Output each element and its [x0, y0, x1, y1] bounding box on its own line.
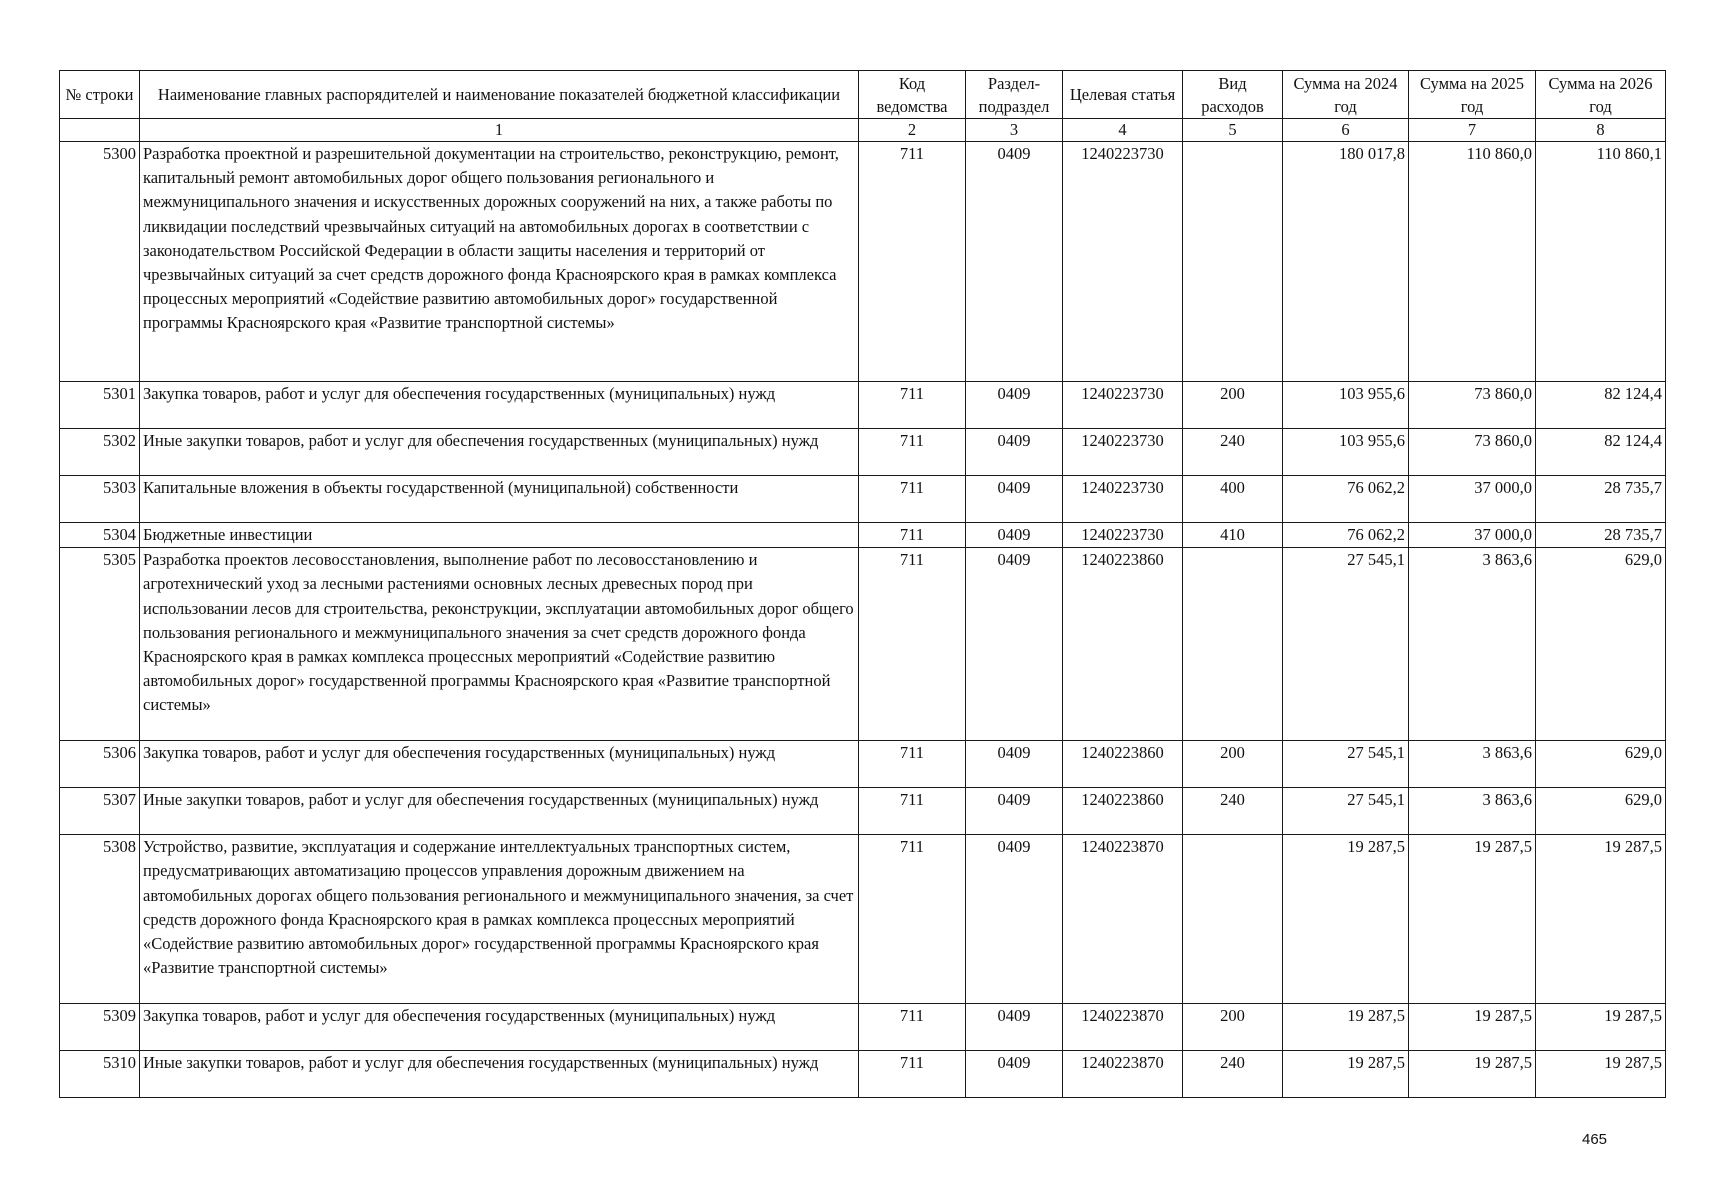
- row-dept-code: 711: [859, 788, 966, 835]
- row-sum-2026: 82 124,4: [1536, 429, 1666, 476]
- column-number: 4: [1063, 119, 1183, 142]
- row-sum-2026: 28 735,7: [1536, 476, 1666, 523]
- table-row: [60, 523, 1666, 548]
- row-sum-2025: 73 860,0: [1409, 429, 1536, 476]
- row-target: 1240223730: [1063, 523, 1183, 548]
- column-number: 8: [1536, 119, 1666, 142]
- row-sum-2025: 19 287,5: [1409, 1051, 1536, 1098]
- row-sum-2026: 28 735,7: [1536, 523, 1666, 548]
- row-sum-2026: 629,0: [1536, 741, 1666, 788]
- row-name: Капитальные вложения в объекты государственной (муниципальной) собственности: [140, 476, 859, 523]
- row-kind: 410: [1183, 523, 1283, 548]
- row-sum-2026: 82 124,4: [1536, 382, 1666, 429]
- row-sum-2025: 3 863,6: [1409, 788, 1536, 835]
- row-number: 5310: [60, 1051, 140, 1098]
- header-sum-2025: Сумма на 2025 год: [1409, 71, 1536, 119]
- budget-table: [59, 70, 1666, 1098]
- row-number: 5305: [60, 548, 140, 741]
- row-target: 1240223730: [1063, 382, 1183, 429]
- row-number: 5306: [60, 741, 140, 788]
- row-sum-2025: 73 860,0: [1409, 382, 1536, 429]
- row-sum-2025: 19 287,5: [1409, 1004, 1536, 1051]
- row-dept-code: 711: [859, 429, 966, 476]
- column-number: 3: [966, 119, 1063, 142]
- row-sum-2024: 27 545,1: [1283, 741, 1409, 788]
- row-kind: 240: [1183, 429, 1283, 476]
- page-number: 465: [1582, 1131, 1608, 1148]
- row-kind: [1183, 835, 1283, 1004]
- row-name: Закупка товаров, работ и услуг для обеспечения государственных (муниципальных) нужд: [140, 382, 859, 429]
- row-name: Иные закупки товаров, работ и услуг для обеспечения государственных (муниципальных) нужд: [140, 429, 859, 476]
- row-kind: 240: [1183, 788, 1283, 835]
- row-sum-2025: 3 863,6: [1409, 741, 1536, 788]
- row-sum-2025: 37 000,0: [1409, 523, 1536, 548]
- row-section: 0409: [966, 788, 1063, 835]
- header-dept-code: Код ведомства: [859, 71, 966, 119]
- table-row: [60, 382, 1666, 429]
- header-sum-2024: Сумма на 2024 год: [1283, 71, 1409, 119]
- row-sum-2026: 110 860,1: [1536, 142, 1666, 382]
- row-sum-2026: 19 287,5: [1536, 835, 1666, 1004]
- table-row: [60, 741, 1666, 788]
- row-name: Закупка товаров, работ и услуг для обеспечения государственных (муниципальных) нужд: [140, 741, 859, 788]
- row-section: 0409: [966, 382, 1063, 429]
- table-row: [60, 835, 1666, 1004]
- row-sum-2026: 629,0: [1536, 788, 1666, 835]
- row-number: 5303: [60, 476, 140, 523]
- row-target: 1240223730: [1063, 429, 1183, 476]
- table-row: [60, 142, 1666, 382]
- column-number: 1: [140, 119, 859, 142]
- row-target: 1240223870: [1063, 1004, 1183, 1051]
- row-sum-2025: 19 287,5: [1409, 835, 1536, 1004]
- row-sum-2025: 3 863,6: [1409, 548, 1536, 741]
- row-number: 5304: [60, 523, 140, 548]
- row-kind: 200: [1183, 1004, 1283, 1051]
- row-dept-code: 711: [859, 476, 966, 523]
- row-target: 1240223860: [1063, 741, 1183, 788]
- row-section: 0409: [966, 476, 1063, 523]
- row-sum-2024: 103 955,6: [1283, 429, 1409, 476]
- header-target: Целевая статья: [1063, 71, 1183, 119]
- row-number: 5302: [60, 429, 140, 476]
- column-number: 6: [1283, 119, 1409, 142]
- row-section: 0409: [966, 523, 1063, 548]
- row-section: 0409: [966, 548, 1063, 741]
- row-number: 5301: [60, 382, 140, 429]
- row-sum-2024: 76 062,2: [1283, 476, 1409, 523]
- row-sum-2025: 110 860,0: [1409, 142, 1536, 382]
- row-dept-code: 711: [859, 548, 966, 741]
- row-section: 0409: [966, 741, 1063, 788]
- header-name: Наименование главных распорядителей и наименование показателей бюджетной классификации: [140, 71, 859, 119]
- row-sum-2024: 19 287,5: [1283, 835, 1409, 1004]
- row-name: Иные закупки товаров, работ и услуг для обеспечения государственных (муниципальных) нужд: [140, 1051, 859, 1098]
- row-sum-2024: 19 287,5: [1283, 1051, 1409, 1098]
- table-header: [60, 71, 1666, 142]
- row-dept-code: 711: [859, 382, 966, 429]
- row-section: 0409: [966, 835, 1063, 1004]
- row-dept-code: 711: [859, 523, 966, 548]
- row-dept-code: 711: [859, 835, 966, 1004]
- column-number: 2: [859, 119, 966, 142]
- row-kind: [1183, 142, 1283, 382]
- table-row: [60, 429, 1666, 476]
- row-name: Бюджетные инвестиции: [140, 523, 859, 548]
- row-target: 1240223870: [1063, 1051, 1183, 1098]
- row-name: Закупка товаров, работ и услуг для обеспечения государственных (муниципальных) нужд: [140, 1004, 859, 1051]
- table-body: [60, 142, 1666, 1098]
- row-name: Разработка проектной и разрешительной документации на строительство, реконструкцию, ремонт, капитальный ремонт автомобильных дорог общего пользования регионального и межмуниципального значения и искусственных дорожных сооружений на них, а также работы по ликвидации последствий чрезвычайных ситуаций на автомобильных дорогах в соответствии с законодательством Российской Федерации в области защиты населения и территорий от чрезвычайных ситуаций за счет средств дорожного фонда Красноярского края в рамках комплекса процессных мероприятий «Содействие развитию автомобильных дорог» государственной программы Красноярского края «Развитие транспортной системы»: [140, 142, 859, 382]
- table-row: [60, 1051, 1666, 1098]
- row-sum-2024: 19 287,5: [1283, 1004, 1409, 1051]
- row-name: Устройство, развитие, эксплуатация и содержание интеллектуальных транспортных систем, предусматривающих автоматизацию процессов управления дорожным движением на автомобильных дорогах общего пользования регионального и межмуниципального значения, за счет средств дорожного фонда Красноярского края в рамках комплекса процессных мероприятий «Содействие развитию автомобильных дорог» государственной программы Красноярского края «Развитие транспортной системы»: [140, 835, 859, 1004]
- row-sum-2024: 103 955,6: [1283, 382, 1409, 429]
- row-kind: 200: [1183, 741, 1283, 788]
- column-number-row: [60, 119, 1666, 142]
- table-row: [60, 548, 1666, 741]
- column-number: [60, 119, 140, 142]
- row-dept-code: 711: [859, 1051, 966, 1098]
- row-target: 1240223870: [1063, 835, 1183, 1004]
- row-sum-2026: 19 287,5: [1536, 1004, 1666, 1051]
- row-number: 5307: [60, 788, 140, 835]
- row-kind: 240: [1183, 1051, 1283, 1098]
- row-target: 1240223730: [1063, 142, 1183, 382]
- row-target: 1240223860: [1063, 548, 1183, 741]
- column-number: 7: [1409, 119, 1536, 142]
- row-sum-2026: 629,0: [1536, 548, 1666, 741]
- row-dept-code: 711: [859, 142, 966, 382]
- row-kind: 200: [1183, 382, 1283, 429]
- row-section: 0409: [966, 429, 1063, 476]
- row-dept-code: 711: [859, 741, 966, 788]
- column-number: 5: [1183, 119, 1283, 142]
- row-sum-2024: 27 545,1: [1283, 548, 1409, 741]
- row-section: 0409: [966, 1051, 1063, 1098]
- row-kind: 400: [1183, 476, 1283, 523]
- row-target: 1240223730: [1063, 476, 1183, 523]
- row-section: 0409: [966, 142, 1063, 382]
- row-number: 5309: [60, 1004, 140, 1051]
- row-name: Разработка проектов лесовосстановления, выполнение работ по лесовосстановлению и агротехнический уход за лесными растениями основных лесных древесных пород при использовании лесов для строительства, реконструкции, эксплуатации автомобильных дорог общего пользования регионального и межмуниципального значения за счет средств дорожного фонда Красноярского края в рамках комплекса процессных мероприятий «Содействие развитию автомобильных дорог» государственной программы Красноярского края «Развитие транспортной системы»: [140, 548, 859, 741]
- header-row-no: № строки: [60, 71, 140, 119]
- row-section: 0409: [966, 1004, 1063, 1051]
- row-number: 5300: [60, 142, 140, 382]
- header-sum-2026: Сумма на 2026 год: [1536, 71, 1666, 119]
- row-target: 1240223860: [1063, 788, 1183, 835]
- row-sum-2025: 37 000,0: [1409, 476, 1536, 523]
- table-row: [60, 476, 1666, 523]
- table-row: [60, 1004, 1666, 1051]
- row-sum-2024: 180 017,8: [1283, 142, 1409, 382]
- table-row: [60, 788, 1666, 835]
- row-sum-2024: 76 062,2: [1283, 523, 1409, 548]
- row-name: Иные закупки товаров, работ и услуг для обеспечения государственных (муниципальных) нужд: [140, 788, 859, 835]
- header-kind: Вид расходов: [1183, 71, 1283, 119]
- row-sum-2024: 27 545,1: [1283, 788, 1409, 835]
- header-section: Раздел-подраздел: [966, 71, 1063, 119]
- row-number: 5308: [60, 835, 140, 1004]
- row-dept-code: 711: [859, 1004, 966, 1051]
- row-kind: [1183, 548, 1283, 741]
- row-sum-2026: 19 287,5: [1536, 1051, 1666, 1098]
